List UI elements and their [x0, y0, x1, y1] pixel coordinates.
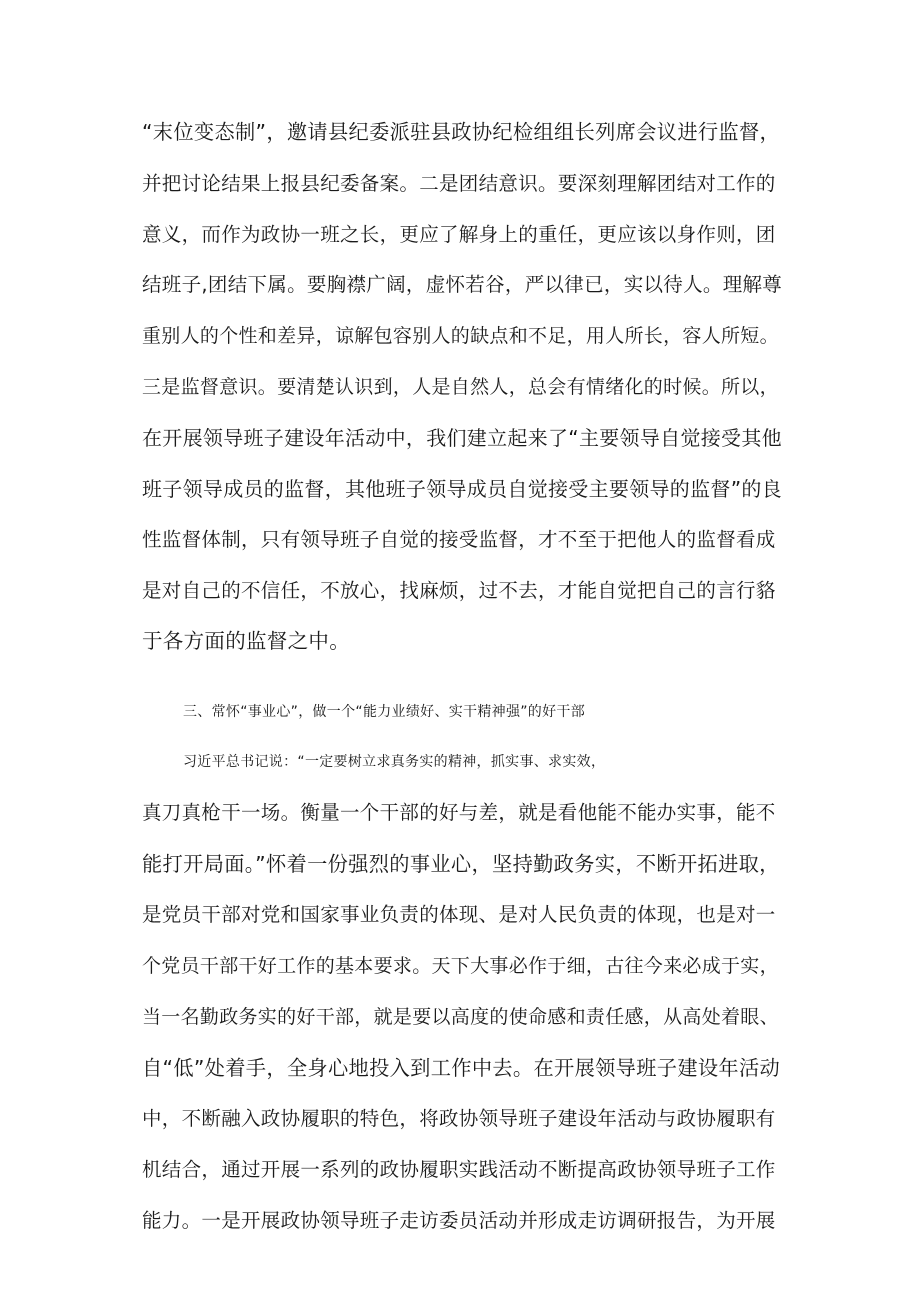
- text-line: 中，不断融入政协履职的特色，将政协领导班子建设年活动与政协履职有: [142, 1107, 776, 1130]
- text-line: 个党员干部干好工作的基本要求。天下大事必作于细，古往今来必成于实，: [142, 955, 779, 977]
- text-line: 结班子,团结下属。要胸襟广阔，虚怀若谷，严以律已，实以待人。理解尊: [142, 273, 783, 296]
- text-line: 真刀真枪干一场。衡量一个干部的好与差，就是看他能不能办实事，能不: [142, 801, 776, 824]
- text-line: 习近平总书记说：“一定要树立求真务实的精神，抓实事、求实效，: [183, 754, 606, 770]
- text-line: 并把讨论结果上报县纪委备案。二是团结意识。要深刻理解团结对工作的: [142, 172, 776, 195]
- text-line: 三是监督意识。要清楚认识到，人是自然人，总会有情绪化的时候。所以，: [142, 376, 779, 398]
- text-line: 意义，而作为政协一班之长，更应了解身上的重任，更应该以身作则，团: [142, 223, 776, 246]
- section-heading: 三、常怀“事业心”，做一个“能力业绩好、实干精神强”的好干部: [183, 704, 586, 720]
- text-line: 自“低”处着手，全身心地投入到工作中去。在开展领导班子建设年活动: [142, 1056, 781, 1080]
- text-line: 能力。一是开展政协领导班子走访委员活动并形成走访调研报告，为开展: [142, 1209, 776, 1232]
- text-line: 班子领导成员的监督，其他班子领导成员自觉接受主要领导的监督”的良: [142, 477, 782, 501]
- text-line: 重别人的个性和差异，谅解包容别人的缺点和不足，用人所长，容人所短。: [142, 325, 779, 347]
- text-line: 性监督体制，只有领导班子自觉的接受监督，才不至于把他人的监督看成: [142, 528, 776, 551]
- text-line: 当一名勤政务实的好干部，就是要以高度的使命感和责任感，从高处着眼、: [142, 1006, 779, 1028]
- text-line: 于各方面的监督之中。: [142, 629, 350, 653]
- text-line: 能打开局面。”怀着一份强烈的事业心，坚持勤政务实，不断开拓进取，: [142, 852, 780, 876]
- text-line: 是对自己的不信任，不放心，找麻烦，过不去，才能自觉把自己的言行貉: [142, 579, 776, 602]
- text-line: 机结合，通过开展一系列的政协履职实践活动不断提高政协领导班子工作: [142, 1158, 776, 1181]
- text-line: 是党员干部对党和国家事业负责的体现、是对人民负责的体现，也是对一: [142, 903, 776, 926]
- text-line: “末位变态制”，邀请县纪委派驻县政协纪检组组长列席会议进行监督，: [142, 120, 781, 144]
- text-line: 在开展领导班子建设年活动中，我们建立起来了“主要领导自觉接受其他: [142, 426, 782, 450]
